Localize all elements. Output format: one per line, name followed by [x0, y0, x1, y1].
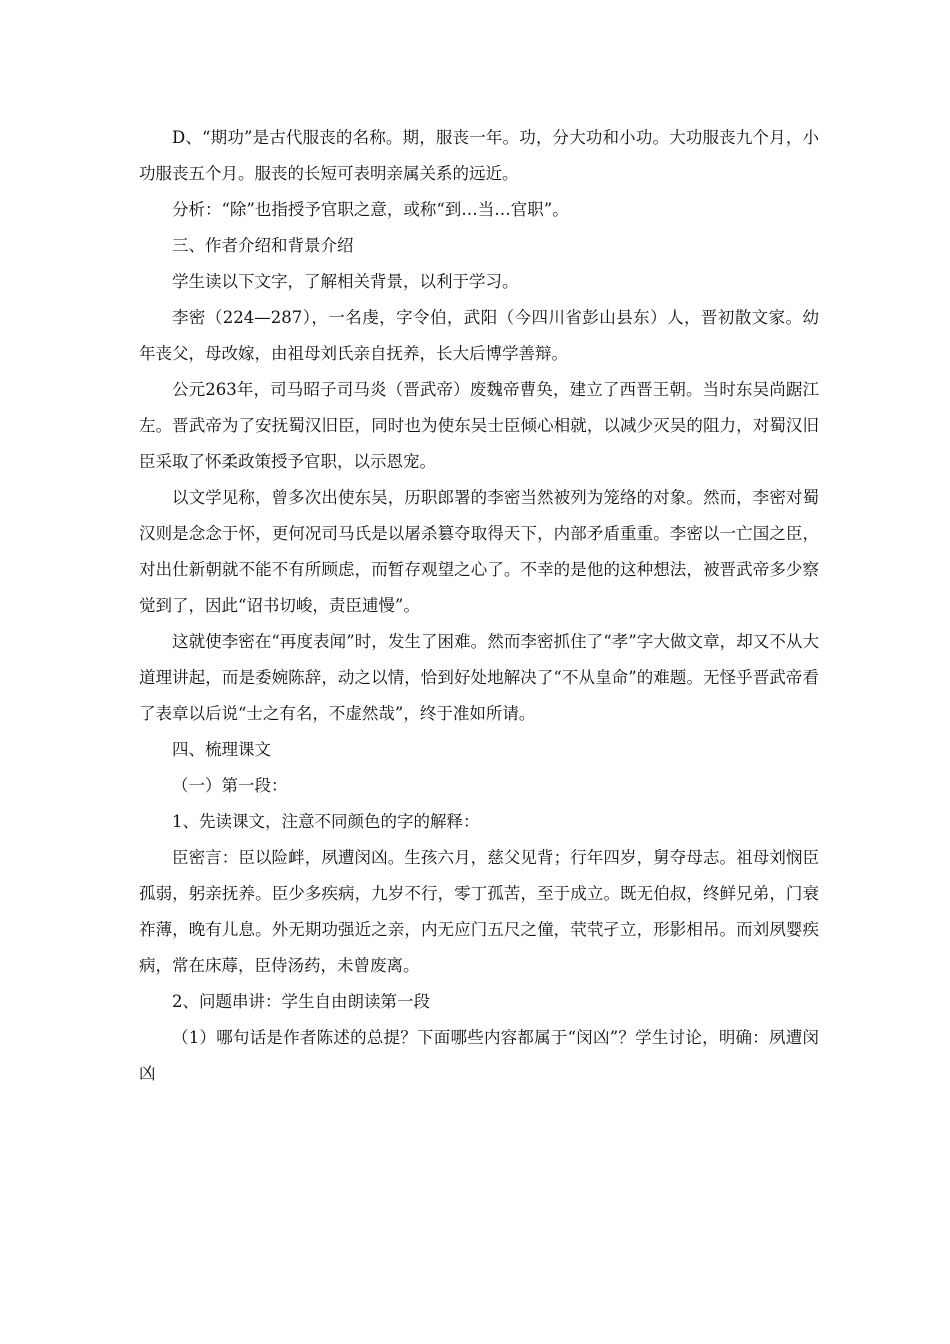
- paragraph-analysis-chu: 分析：“除”也指授予官职之意，或称“到…当…官职”。: [172, 200, 569, 219]
- section-heading-text-review: 四、梳理课文: [172, 740, 271, 759]
- paragraph-li-mi-dilemma: 以文学见称，曾多次出使东吴，历职郎署的李密当然被列为笼络的对象。然而，李密对蜀汉则是念念于怀，更何况司马氏是以屠杀篡夺取得天下，内部矛盾重重。李密以一亡国之臣，对出仕新朝就不能不有所顾虑，而暂存观望之心了。不幸的是他的这种想法，被晋武帝多少察觉到了，因此“诏书切峻，责臣逋慢”。: [139, 488, 819, 615]
- document-body: [139, 120, 819, 1092]
- paragraph-petition-resolution: 这就使李密在“再度表闻”时，发生了困难。然而李密抓住了“孝”字大做文章，却又不从大道理讲起，而是委婉陈辞，动之以情，恰到好处地解决了“不从皇命”的难题。无怪乎晋武帝看了表章以后说“士之有名，不虚然哉”，终于准如所请。: [139, 632, 819, 723]
- paragraph-qigong-definition: D、“期功”是古代服丧的名称。期，服丧一年。功，分大功和小功。大功服丧九个月，小功服丧五个月。服丧的长短可表明亲属关系的远近。: [139, 128, 819, 183]
- subheading-first-paragraph: （一）第一段：: [172, 776, 288, 795]
- instruction-question-series: 2、问题串讲：学生自由朗读第一段: [172, 992, 430, 1011]
- question-one: （1）哪句话是作者陈述的总提？下面哪些内容都属于“闵凶”？学生讨论，明确：夙遭闵凶: [139, 1028, 819, 1083]
- section-heading-author-background: 三、作者介绍和背景介绍: [172, 236, 354, 255]
- paragraph-li-mi-bio: 李密（224—287），一名虔，字令伯，武阳（今四川省彭山县东）人，晋初散文家。幼年丧父，母改嫁，由祖母刘氏亲自抚养，长大后博学善辩。: [139, 308, 819, 363]
- instruction-read-text: 1、先读课文，注意不同颜色的字的解释：: [172, 812, 480, 831]
- paragraph-classical-text: 臣密言：臣以险衅，夙遭闵凶。生孩六月，慈父见背；行年四岁，舅夺母志。祖母刘悯臣孤弱，躬亲抚养。臣少多疾病，九岁不行，零丁孤苦，至于成立。既无伯叔，终鲜兄弟，门衰祚薄，晚有儿息。外无期功强近之亲，内无应门五尺之僮，茕茕孑立，形影相吊。而刘夙婴疾病，常在床蓐，臣侍汤药，未曾废离。: [139, 848, 819, 975]
- paragraph-western-jin-history: 公元263年，司马昭子司马炎（晋武帝）废魏帝曹奂，建立了西晋王朝。当时东吴尚踞江左。晋武帝为了安抚蜀汉旧臣，同时也为使东吴士臣倾心相就，以减少灭吴的阻力，对蜀汉旧臣采取了怀柔政策授予官职，以示恩宠。: [139, 380, 819, 471]
- paragraph-reading-instruction: 学生读以下文字，了解相关背景，以利于学习。: [172, 272, 519, 291]
